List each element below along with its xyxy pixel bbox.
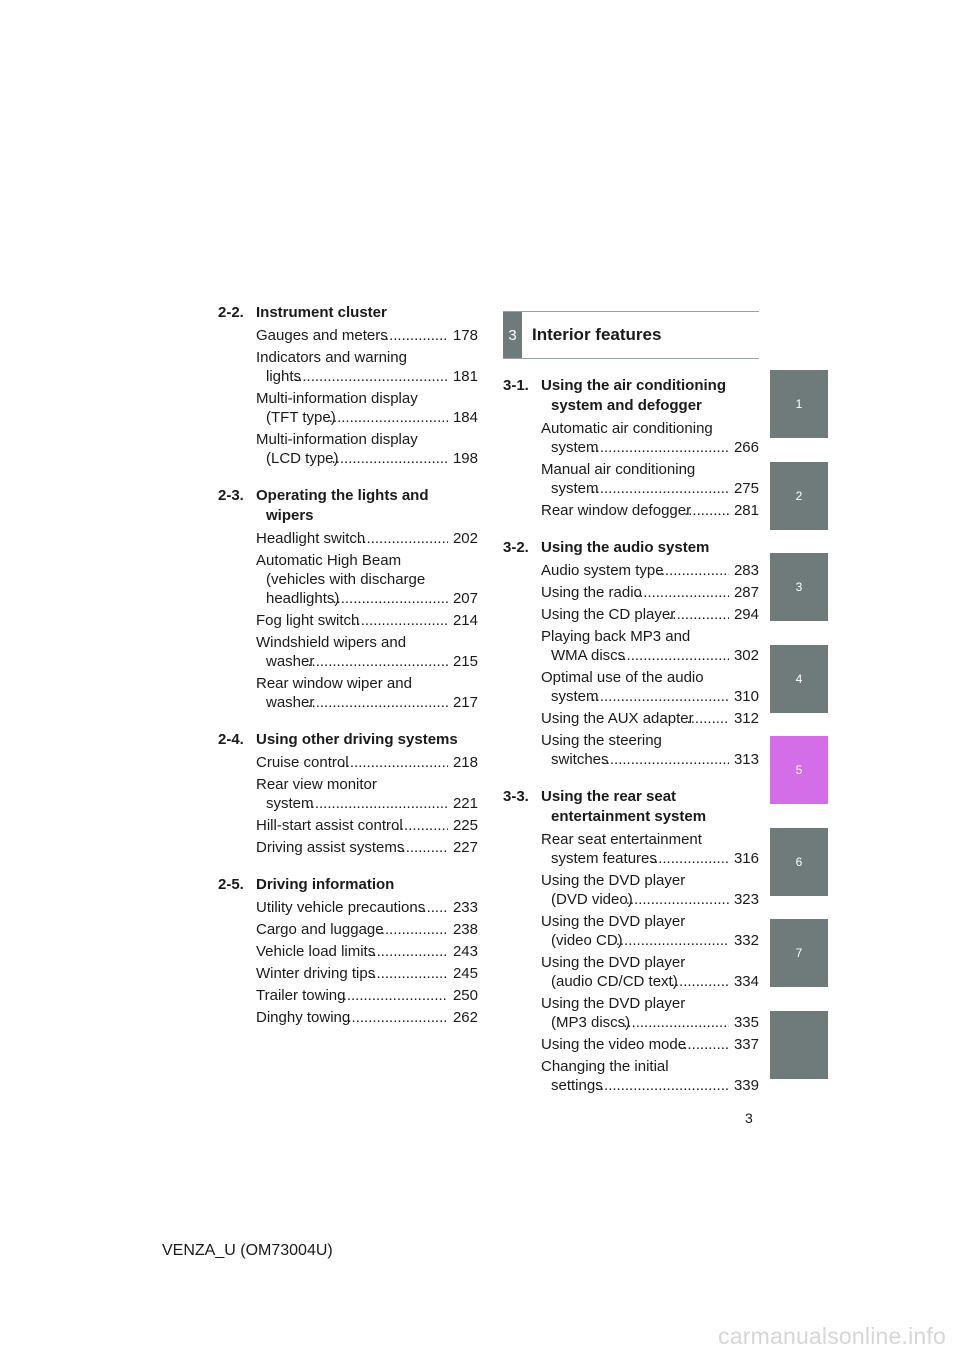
- toc-entry-title: Headlight switch .....: [256, 529, 448, 548]
- section-number: 2-4.: [218, 731, 244, 748]
- toc-entry-page: 262: [448, 1008, 478, 1027]
- toc-entry-title: Automatic air conditioning system .....: [541, 419, 729, 457]
- toc-entry-page: 332: [729, 931, 759, 950]
- toc-entry-page: 184: [448, 408, 478, 427]
- toc-entry[interactable]: [256, 389, 478, 427]
- toc-entry-page: 316: [729, 849, 759, 868]
- toc-entry-title: Using the DVD player (MP3 discs) .....: [541, 994, 729, 1032]
- toc-entry[interactable]: [256, 775, 478, 813]
- toc-entry-page: 313: [729, 750, 759, 769]
- toc-entry[interactable]: [256, 986, 478, 1005]
- toc-entry[interactable]: [541, 668, 759, 706]
- toc-entry[interactable]: [541, 561, 759, 580]
- toc-entry-page: 178: [448, 326, 478, 345]
- toc-entry-title: Rear seat entertainment system features .....: [541, 830, 729, 868]
- chapter-tab[interactable]: 7: [770, 919, 828, 987]
- toc-entry[interactable]: [256, 326, 478, 345]
- section-heading[interactable]: [218, 303, 478, 323]
- section-heading[interactable]: [503, 787, 759, 827]
- page-number: 3: [745, 1110, 753, 1126]
- toc-entry[interactable]: [256, 964, 478, 983]
- toc-entry[interactable]: [256, 920, 478, 939]
- toc-entry-title: Cruise control .....: [256, 753, 448, 772]
- toc-entry-page: 245: [448, 964, 478, 983]
- toc-entry-title: Windshield wipers and washer .....: [256, 633, 448, 671]
- chapter-tab[interactable]: 5: [770, 736, 828, 804]
- section-number: 3-1.: [503, 377, 529, 394]
- toc-entry[interactable]: [541, 605, 759, 624]
- toc-entry-title: Manual air conditioning system .....: [541, 460, 729, 498]
- toc-right-column: [503, 376, 759, 1113]
- section-heading[interactable]: [503, 376, 759, 416]
- toc-entry-title: Driving assist systems .....: [256, 838, 448, 857]
- toc-entry-page: 214: [448, 611, 478, 630]
- toc-entry-title: Winter driving tips .....: [256, 964, 448, 983]
- toc-section: [218, 303, 478, 468]
- toc-entry-title: Audio system type .....: [541, 561, 729, 580]
- toc-entry-page: 287: [729, 583, 759, 602]
- toc-entry-page: 283: [729, 561, 759, 580]
- toc-entry-title: Using the steering switches .....: [541, 731, 729, 769]
- toc-entry[interactable]: [541, 994, 759, 1032]
- toc-entry-page: 294: [729, 605, 759, 624]
- toc-entry-title: Rear window wiper and washer .....: [256, 674, 448, 712]
- toc-entry-title: Fog light switch .....: [256, 611, 448, 630]
- toc-entry[interactable]: [256, 611, 478, 630]
- toc-entry-title: Gauges and meters .....: [256, 326, 448, 345]
- toc-entry[interactable]: [256, 838, 478, 857]
- toc-entry[interactable]: [541, 460, 759, 498]
- toc-entry[interactable]: [541, 1057, 759, 1095]
- toc-entry-title: Changing the initial settings .....: [541, 1057, 729, 1095]
- toc-entry-title: Cargo and luggage .....: [256, 920, 448, 939]
- toc-entry[interactable]: [256, 816, 478, 835]
- section-title: Using the audio system: [541, 539, 710, 556]
- toc-entry-page: 250: [448, 986, 478, 1005]
- toc-entry-title: Optimal use of the audio system .....: [541, 668, 729, 706]
- chapter-tab[interactable]: 4: [770, 645, 828, 713]
- section-heading[interactable]: [218, 875, 478, 895]
- toc-entry[interactable]: [256, 348, 478, 386]
- toc-section: [218, 486, 478, 712]
- toc-entry[interactable]: [541, 953, 759, 991]
- toc-entry-title: Multi-information display (LCD type) .....: [256, 430, 448, 468]
- toc-entry[interactable]: [256, 942, 478, 961]
- toc-entry-title: Multi-information display (TFT type) .....: [256, 389, 448, 427]
- toc-entry[interactable]: [541, 1035, 759, 1054]
- section-title: Using other driving systems: [256, 731, 458, 748]
- toc-entry-title: Rear window defogger .....: [541, 501, 729, 520]
- section-number: 2-2.: [218, 304, 244, 321]
- toc-entry-title: Playing back MP3 and WMA discs .....: [541, 627, 729, 665]
- chapter-tab[interactable]: 2: [770, 462, 828, 530]
- toc-entry[interactable]: [256, 753, 478, 772]
- toc-entry-page: 266: [729, 438, 759, 457]
- toc-entry-title: Hill-start assist control .....: [256, 816, 448, 835]
- toc-entry-title: Vehicle load limits .....: [256, 942, 448, 961]
- toc-entry-title: Using the radio .....: [541, 583, 729, 602]
- section-heading[interactable]: [503, 538, 759, 558]
- toc-entry-page: 310: [729, 687, 759, 706]
- toc-entry[interactable]: [256, 551, 478, 608]
- toc-entry-page: 181: [448, 367, 478, 386]
- chapter-header: [503, 311, 759, 359]
- toc-entry[interactable]: [541, 830, 759, 868]
- toc-entry-page: 217: [448, 693, 478, 712]
- toc-section: [218, 875, 478, 1027]
- toc-entry[interactable]: [541, 912, 759, 950]
- toc-section: [503, 376, 759, 520]
- toc-entry-page: 218: [448, 753, 478, 772]
- toc-entry-page: 302: [729, 646, 759, 665]
- toc-entry-page: 221: [448, 794, 478, 813]
- toc-entry-title: Using the AUX adapter .....: [541, 709, 729, 728]
- section-title: Instrument cluster: [256, 304, 387, 321]
- toc-entry-page: 339: [729, 1076, 759, 1095]
- toc-entry-title: Indicators and warning lights .....: [256, 348, 448, 386]
- toc-entry-page: 281: [729, 501, 759, 520]
- toc-entry-title: Trailer towing .....: [256, 986, 448, 1005]
- chapter-number-badge: 3: [503, 312, 522, 358]
- toc-entry-title: Using the DVD player (video CD) .....: [541, 912, 729, 950]
- toc-entry-title: Utility vehicle precautions .....: [256, 898, 448, 917]
- chapter-tab[interactable]: 1: [770, 370, 828, 438]
- section-number: 2-5.: [218, 876, 244, 893]
- toc-entry-title: Using the video mode .....: [541, 1035, 729, 1054]
- toc-entry-title: Dinghy towing .....: [256, 1008, 448, 1027]
- toc-entry-page: 227: [448, 838, 478, 857]
- section-number: 3-3.: [503, 788, 529, 805]
- toc-entry[interactable]: [541, 627, 759, 665]
- toc-entry-page: 275: [729, 479, 759, 498]
- toc-entry-page: 335: [729, 1013, 759, 1032]
- section-number: 3-2.: [503, 539, 529, 556]
- toc-entry-title: Using the DVD player (DVD video) .....: [541, 871, 729, 909]
- toc-entry[interactable]: [541, 419, 759, 457]
- toc-entry[interactable]: [256, 633, 478, 671]
- section-title: Using the rear seat entertainment system: [541, 788, 707, 825]
- toc-entry-page: 202: [448, 529, 478, 548]
- section-heading[interactable]: [218, 730, 478, 750]
- toc-section: [503, 787, 759, 1095]
- toc-section: [218, 730, 478, 857]
- chapter-tab[interactable]: 6: [770, 828, 828, 896]
- toc-entry-page: 337: [729, 1035, 759, 1054]
- footer-code: VENZA_U (OM73004U): [162, 1242, 333, 1259]
- toc-entry[interactable]: [541, 731, 759, 769]
- section-heading[interactable]: [218, 486, 478, 526]
- toc-left-column: [218, 303, 478, 1045]
- toc-entry[interactable]: [256, 1008, 478, 1027]
- section-number: 2-3.: [218, 487, 244, 504]
- toc-entry[interactable]: [541, 871, 759, 909]
- toc-entry[interactable]: [256, 898, 478, 917]
- toc-entry[interactable]: [256, 529, 478, 548]
- toc-entry-page: 243: [448, 942, 478, 961]
- chapter-tab[interactable]: 3: [770, 553, 828, 621]
- section-title: Operating the lights and wipers: [256, 487, 429, 524]
- toc-entry-page: 334: [729, 972, 759, 991]
- toc-entry-title: Using the CD player .....: [541, 605, 729, 624]
- section-title: Using the air conditioning system and defogger: [541, 377, 726, 414]
- toc-entry-page: 198: [448, 449, 478, 468]
- chapter-tab[interactable]: [770, 1011, 828, 1079]
- watermark: carmanualsonline.info: [718, 1323, 946, 1349]
- toc-entry-title: Using the DVD player (audio CD/CD text) .....: [541, 953, 729, 991]
- toc-entry[interactable]: [256, 674, 478, 712]
- toc-entry-page: 312: [729, 709, 759, 728]
- toc-entry[interactable]: [541, 501, 759, 520]
- toc-entry[interactable]: [256, 430, 478, 468]
- toc-entry-page: 215: [448, 652, 478, 671]
- chapter-title: Interior features: [532, 325, 662, 344]
- toc-entry-page: 238: [448, 920, 478, 939]
- toc-entry-title: Rear view monitor system .....: [256, 775, 448, 813]
- toc-entry-page: 233: [448, 898, 478, 917]
- section-title: Driving information: [256, 876, 395, 893]
- toc-entry-page: 207: [448, 589, 478, 608]
- toc-section: [503, 538, 759, 769]
- toc-entry-page: 225: [448, 816, 478, 835]
- toc-entry[interactable]: [541, 583, 759, 602]
- toc-entry-page: 323: [729, 890, 759, 909]
- toc-entry-title: Automatic High Beam (vehicles with discharge headlights) .....: [256, 551, 448, 608]
- toc-entry[interactable]: [541, 709, 759, 728]
